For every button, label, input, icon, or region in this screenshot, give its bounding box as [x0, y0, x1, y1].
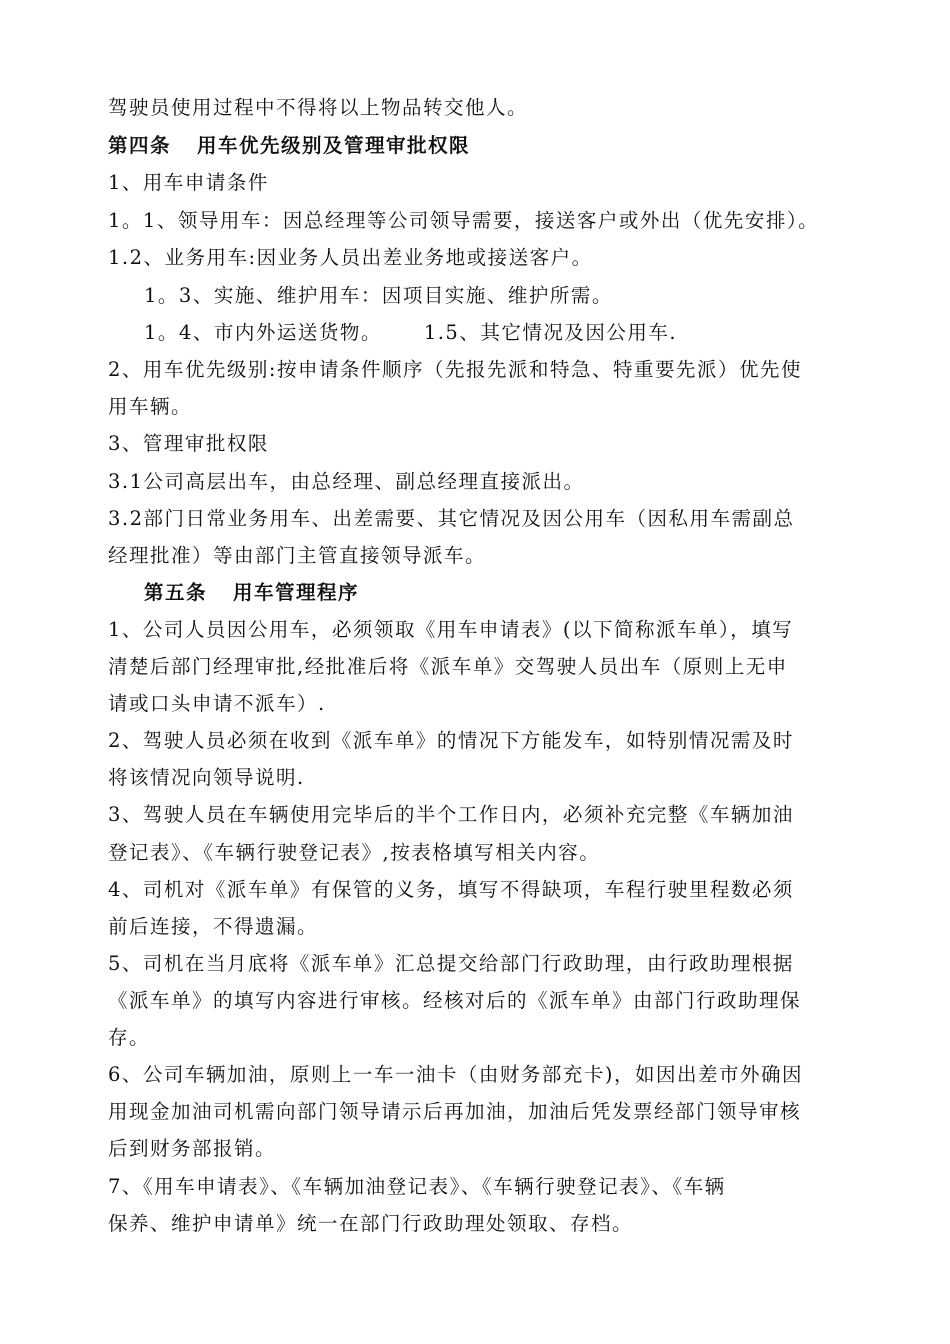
- article-5-heading: [144, 578, 904, 608]
- paragraph-line: 《派车单》的填写内容进行审核。经核对后的《派车单》由部门行政助理保: [108, 989, 802, 1012]
- paragraph-line: 3、管理审批权限: [108, 432, 269, 455]
- paragraph-line: 6、公司车辆加油，原则上一车一油卡（由财务部充卡)，如因出差市外确因: [108, 1063, 804, 1086]
- article-5-number: 第五条: [144, 581, 208, 604]
- article-4-title: 用车优先级别及管理审批权限: [197, 134, 471, 157]
- paragraph-line: 用车辆。: [108, 395, 193, 418]
- list-item: 1.5、其它情况及因公用车.: [423, 321, 678, 344]
- list-item: 1。4、市内外运送货物。: [144, 321, 382, 344]
- paragraph-line: 前后连接，不得遗漏。: [108, 915, 319, 938]
- article-4-number: 第四条: [108, 134, 172, 157]
- paragraph-line: 1.2、业务用车:因业务人员出差业务地或接送客户。: [108, 246, 593, 269]
- paragraph-line: 经理批准）等由部门主管直接领导派车。: [108, 544, 487, 567]
- paragraph-line: 5、司机在当月底将《派车单》汇总提交给部门行政助理，由行政助理根据: [108, 952, 794, 975]
- paragraph-line: 请或口头申请不派车）.: [108, 692, 326, 715]
- paragraph-line: 驾驶员使用过程中不得将以上物品转交他人。: [108, 96, 529, 119]
- paragraph-line: 存。: [108, 1026, 151, 1049]
- paragraph-line: 1。3、实施、维护用车：因项目实施、维护所需。: [144, 284, 613, 307]
- paragraph-line: 4、司机对《派车单》有保管的义务，填写不得缺项，车程行驶里程数必须: [108, 878, 794, 901]
- paragraph-line: 1、用车申请条件: [108, 171, 269, 194]
- paragraph-line: 清楚后部门经理审批,经批准后将《派车单》交驾驶人员出车（原则上无申: [108, 655, 788, 678]
- paragraph-line: 2、驾驶人员必须在收到《派车单》的情况下方能发车，如特别情况需及时: [108, 729, 794, 752]
- article-5-title: 用车管理程序: [233, 581, 360, 604]
- paragraph-line: 1、公司人员因公用车，必须领取《用车申请表》(以下简称派车单），填写: [108, 618, 794, 641]
- paragraph-line: 3.1公司高层出车，由总经理、副总经理直接派出。: [108, 470, 585, 493]
- paragraph-line: 用现金加油司机需向部门领导请示后再加油，加油后凭发票经部门领导审核: [108, 1100, 802, 1123]
- paragraph-line: 保养、维护申请单》统一在部门行政助理处领取、存档。: [108, 1212, 634, 1235]
- paragraph-line: 1。1、领导用车：因总经理等公司领导需要，接送客户或外出（优先安排）。: [108, 209, 820, 232]
- paragraph-line: 将该情况向领导说明.: [108, 766, 305, 789]
- article-4-heading: [108, 131, 868, 161]
- paragraph-line: 7、《用车申请表》、《车辆加油登记表》、《车辆行驶登记表》、《车辆: [108, 1175, 726, 1198]
- paragraph-line: 后到财务部报销。: [108, 1137, 277, 1160]
- paragraph-line: [144, 318, 904, 348]
- paragraph-line: 3.2部门日常业务用车、出差需要、其它情况及因公用车（因私用车需副总: [108, 507, 795, 530]
- paragraph-line: 2、用车优先级别:按申请条件顺序（先报先派和特急、特重要先派）优先使: [108, 358, 802, 381]
- paragraph-line: 登记表》、《车辆行驶登记表》,按表格填写相关内容。: [108, 841, 601, 864]
- paragraph-line: 3、驾驶人员在车辆使用完毕后的半个工作日内，必须补充完整《车辆加油: [108, 803, 794, 826]
